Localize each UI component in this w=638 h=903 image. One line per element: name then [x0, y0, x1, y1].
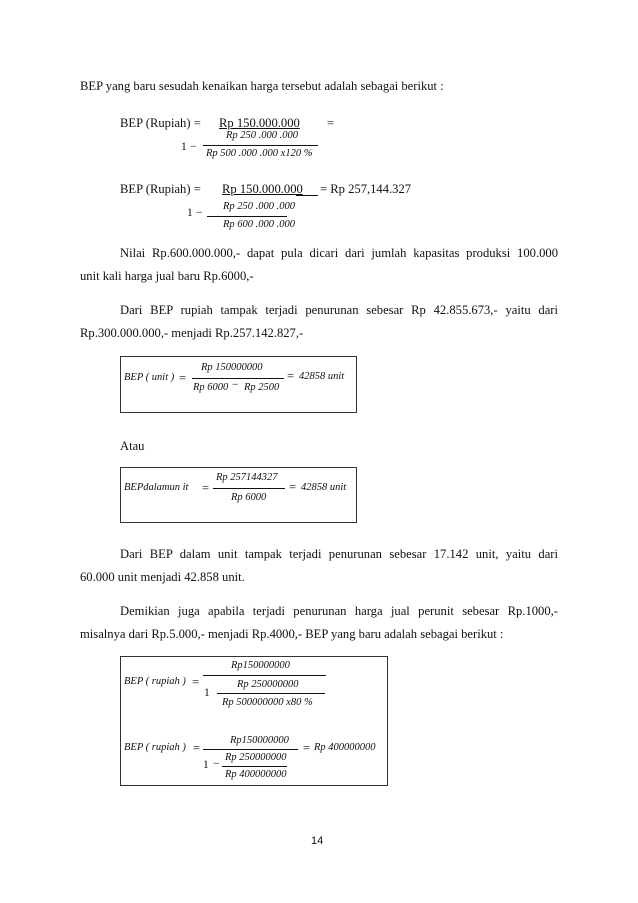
eq2-result: = Rp 257,144.327	[320, 182, 412, 196]
box1-equals: =	[179, 371, 187, 385]
box3-eqA-sub-denominator: Rp 500000000 x80 %	[222, 697, 313, 708]
box1-result: 42858 unit	[299, 371, 345, 382]
box3-eqB-lhs: BEP ( rupiah )	[124, 742, 186, 753]
eq2-sub-numerator: Rp 250 .000 .000	[223, 201, 296, 212]
eq2-minus: −	[196, 207, 203, 219]
eq2-numerator: Rp 150.000.000	[222, 182, 303, 196]
eq1-sub-denominator: Rp 500 .000 .000 x120 %	[206, 148, 313, 159]
eq1-minus: −	[190, 141, 197, 153]
box2-lhs: BEPdalamun it	[124, 482, 189, 493]
box3-eqA-numerator: Rp150000000	[231, 660, 290, 671]
box3-eqB-equals-2: =	[303, 741, 311, 755]
eq1-label: BEP (Rupiah) =	[120, 116, 201, 130]
paragraph-penurunan-line2: misalnya dari Rp.5.000,- menjadi Rp.4000,- BEP yang baru adalah sebagai berikut :	[80, 627, 504, 641]
box2-result: 42858 unit	[301, 482, 347, 493]
eq2-sub-denominator: Rp 600 .000 .000	[223, 219, 296, 230]
box1-equals-2: =	[287, 369, 295, 383]
box1-denominator-minus: −	[232, 379, 239, 391]
eq1-sub-numerator: Rp 250 .000 .000	[226, 130, 299, 141]
box3-eqB-equals: =	[193, 741, 201, 755]
paragraph-nilai-line2: unit kali harga jual baru Rp.6000,-	[80, 269, 254, 283]
eq2-underline-extension	[296, 195, 318, 196]
eq1-trailing-equals: =	[327, 116, 335, 130]
box3-eqA-equals: =	[192, 675, 200, 689]
box1-lhs: BEP ( unit )	[124, 372, 175, 383]
box2-equals-2: =	[289, 480, 297, 494]
eq1-fraction-bar	[203, 145, 318, 146]
box3-eqA-lhs: BEP ( rupiah )	[124, 676, 186, 687]
paragraph-bep-rupiah-line1: Dari BEP rupiah tampak terjadi penurunan sebesar Rp 42.855.673,- yaitu dari	[120, 303, 558, 317]
eq1-one: 1	[181, 141, 187, 153]
box3-eqA-one: 1	[204, 687, 210, 699]
box3-eqB-numerator: Rp150000000	[230, 735, 289, 746]
atau-text: Atau	[120, 439, 145, 453]
box3-eqA-fraction-bar	[203, 675, 326, 676]
eq2-one: 1	[187, 207, 193, 219]
eq1-numerator: Rp 150.000.000	[219, 116, 300, 130]
box3-eqA-sub-numerator: Rp 250000000	[237, 679, 299, 690]
box3-eqB-one: 1	[203, 759, 209, 771]
paragraph-bep-unit-line2: 60.000 unit menjadi 42.858 unit.	[80, 570, 245, 584]
box3-eqB-sub-numerator: Rp 250000000	[225, 752, 287, 763]
eq2-fraction-bar	[207, 216, 287, 217]
paragraph-penurunan-line1: Demikian juga apabila terjadi penurunan harga jual perunit sebesar Rp.1000,-	[120, 604, 558, 618]
paragraph-bep-rupiah-line2: Rp.300.000.000,- menjadi Rp.257.142.827,-	[80, 326, 304, 340]
box3-eqB-result: Rp 400000000	[314, 742, 376, 753]
eq2-label: BEP (Rupiah) =	[120, 182, 201, 196]
box2-fraction-bar	[213, 488, 285, 489]
box3-eqA-sub-fraction-bar	[217, 693, 325, 694]
box3-eqB-sub-denominator: Rp 400000000	[225, 769, 287, 780]
box2-denominator: Rp 6000	[231, 492, 267, 503]
page-number: 14	[311, 835, 324, 847]
paragraph-intro: BEP yang baru sesudah kenaikan harga tersebut adalah sebagai berikut :	[80, 79, 444, 93]
box2-numerator: Rp 257144327	[216, 472, 278, 483]
box3-eqB-minus: −	[213, 758, 220, 770]
box3-eqB-sub-fraction-bar	[222, 766, 287, 767]
box3-eqB-fraction-bar	[203, 749, 298, 750]
box1-denominator-b: Rp 2500	[244, 382, 280, 393]
box2-equals: =	[202, 481, 210, 495]
paragraph-bep-unit-line1: Dari BEP dalam unit tampak terjadi penurunan sebesar 17.142 unit, yaitu dari	[120, 547, 558, 561]
box1-numerator: Rp 150000000	[201, 362, 263, 373]
box1-denominator-a: Rp 6000	[193, 382, 229, 393]
paragraph-nilai-line1: Nilai Rp.600.000.000,- dapat pula dicari dari jumlah kapasitas produksi 100.000	[120, 246, 558, 260]
